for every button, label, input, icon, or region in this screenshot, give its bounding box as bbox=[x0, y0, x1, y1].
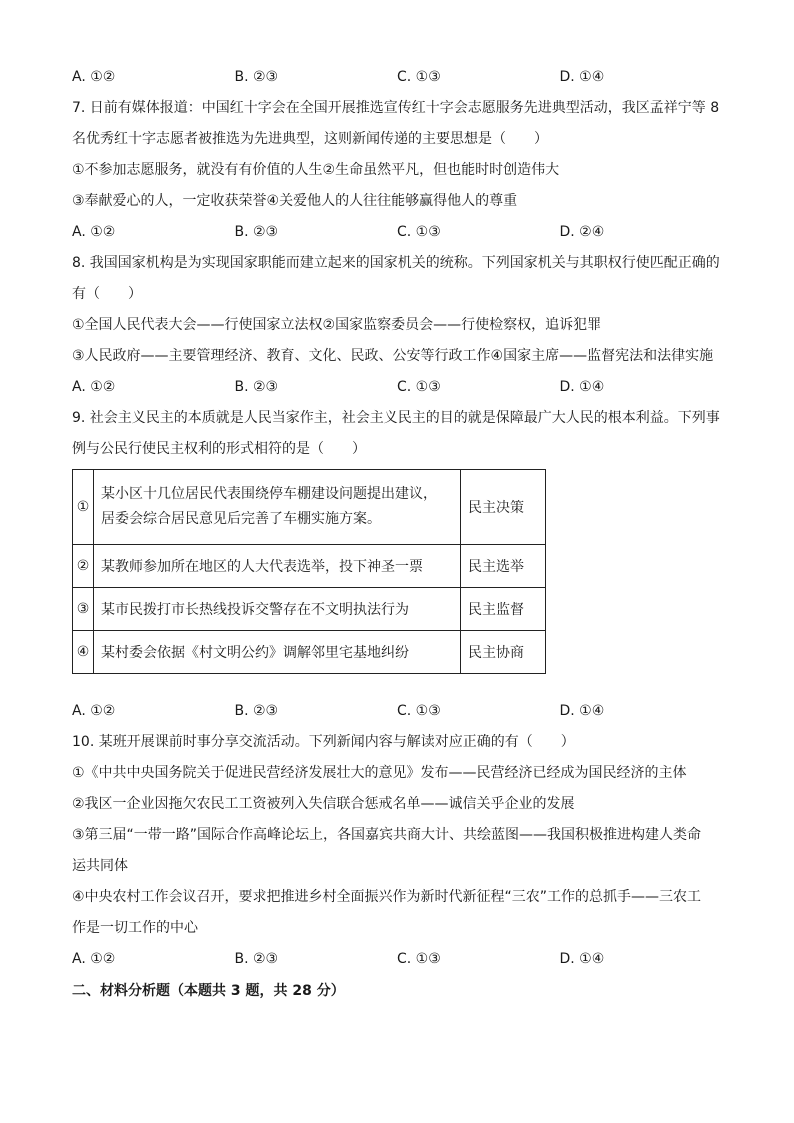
q8-option-c: C. ①③ bbox=[397, 379, 441, 395]
q7-stem-line: 名优秀红十字志愿者被推选为先进典型，这则新闻传递的主要思想是（ ） bbox=[72, 131, 548, 147]
question-8 bbox=[72, 248, 722, 403]
q7-option-d: D. ②④ bbox=[559, 224, 605, 240]
example-text: 居委会综合居民意见后完善了车棚实施方案。 bbox=[101, 511, 381, 527]
q6-option-d: D. ①④ bbox=[559, 69, 605, 85]
q9-stem-line: 例与公民行使民主权利的形式相符的是（ ） bbox=[72, 441, 366, 457]
democracy-type: 民主协商 bbox=[461, 631, 546, 674]
q8-options bbox=[72, 372, 722, 403]
example-text: 某小区十几位居民代表围绕停车棚建设问题提出建议， bbox=[101, 486, 437, 502]
example-text: 某市民拨打市长热线投诉交警存在不文明执法行为 bbox=[94, 588, 461, 631]
q10-statement-line: 作是一切工作的中心 bbox=[72, 920, 198, 936]
table-row bbox=[73, 588, 546, 631]
row-number: ② bbox=[73, 545, 94, 588]
q9-option-c: C. ①③ bbox=[397, 703, 441, 719]
q10-statement-line: 运共同体 bbox=[72, 858, 128, 874]
q9-options bbox=[72, 696, 722, 727]
example-text: 某教师参加所在地区的人大代表选举，投下神圣一票 bbox=[94, 545, 461, 588]
question-10 bbox=[72, 727, 722, 975]
q10-option-d: D. ①④ bbox=[559, 951, 605, 967]
q9-option-a: A. ①② bbox=[72, 703, 116, 719]
row-number: ① bbox=[73, 470, 94, 545]
q6-options bbox=[72, 62, 722, 93]
q7-option-c: C. ①③ bbox=[397, 224, 441, 240]
q8-stem-line: 8. 我国国家机构是为实现国家职能而建立起来的国家机关的统称。下列国家机关与其职权行使匹配正确的 bbox=[72, 255, 720, 271]
q7-statement-line: ①不参加志愿服务，就没有有价值的人生②生命虽然平凡，但也能时时创造伟大 bbox=[72, 162, 560, 178]
section-heading: 二、材料分析题（本题共 3 题，共 28 分） bbox=[72, 983, 345, 999]
q9-option-d: D. ①④ bbox=[559, 703, 605, 719]
q8-statement-line: ①全国人民代表大会——行使国家立法权②国家监察委员会——行使检察权，追诉犯罪 bbox=[72, 317, 602, 333]
table-row bbox=[73, 631, 546, 674]
q10-option-b: B. ②③ bbox=[234, 951, 279, 967]
q10-statement-line: ①《中共中央国务院关于促进民营经济发展壮大的意见》发布——民营经济已经成为国民经济的主体 bbox=[72, 765, 687, 781]
q10-statement-line: ④中央农村工作会议召开，要求把推进乡村全面振兴作为新时代新征程“三农”工作的总抓手——三农工 bbox=[72, 889, 702, 905]
q6-option-b: B. ②③ bbox=[234, 69, 279, 85]
q9-stem-line: 9. 社会主义民主的本质就是人民当家作主，社会主义民主的目的就是保障最广大人民的根本利益。下列事 bbox=[72, 410, 720, 426]
example-text: 某村委会依据《村文明公约》调解邻里宅基地纠纷 bbox=[94, 631, 461, 674]
q8-stem-line: 有（ ） bbox=[72, 286, 142, 302]
q7-options bbox=[72, 217, 722, 248]
exam-page bbox=[72, 62, 722, 1007]
question-9 bbox=[72, 403, 722, 727]
q10-statement-line: ②我区一企业因拖欠农民工工资被列入失信联合惩戒名单——诚信关乎企业的发展 bbox=[72, 796, 575, 812]
q10-option-a: A. ①② bbox=[72, 951, 116, 967]
q10-stem-line: 10. 某班开展课前时事分享交流活动。下列新闻内容与解读对应正确的有（ ） bbox=[72, 734, 575, 750]
row-number: ③ bbox=[73, 588, 94, 631]
q7-option-b: B. ②③ bbox=[234, 224, 279, 240]
table-row bbox=[73, 545, 546, 588]
q8-option-b: B. ②③ bbox=[234, 379, 279, 395]
q6-option-c: C. ①③ bbox=[397, 69, 441, 85]
q7-option-a: A. ①② bbox=[72, 224, 116, 240]
q10-option-c: C. ①③ bbox=[397, 951, 441, 967]
q9-table bbox=[72, 469, 546, 674]
q7-stem-line: 7. 日前有媒体报道：中国红十字会在全国开展推选宣传红十字会志愿服务先进典型活动，我区孟祥宁等 8 bbox=[72, 100, 720, 116]
q10-options bbox=[72, 944, 722, 975]
democracy-type: 民主选举 bbox=[461, 545, 546, 588]
q9-option-b: B. ②③ bbox=[234, 703, 279, 719]
example-cell bbox=[94, 470, 461, 545]
q10-statement-line: ③第三届“一带一路”国际合作高峰论坛上，各国嘉宾共商大计、共绘蓝图——我国积极推进构建人类命 bbox=[72, 827, 702, 843]
democracy-type: 民主监督 bbox=[461, 588, 546, 631]
q7-statement-line: ③奉献爱心的人，一定收获荣誉④关爱他人的人往往能够赢得他人的尊重 bbox=[72, 193, 518, 209]
question-7 bbox=[72, 93, 722, 248]
q8-option-d: D. ①④ bbox=[559, 379, 605, 395]
q6-option-a: A. ①② bbox=[72, 69, 116, 85]
q8-statement-line: ③人民政府——主要管理经济、教育、文化、民政、公安等行政工作④国家主席——监督宪法和法律实施 bbox=[72, 348, 714, 364]
q8-option-a: A. ①② bbox=[72, 379, 116, 395]
table-row bbox=[73, 470, 546, 545]
row-number: ④ bbox=[73, 631, 94, 674]
democracy-type: 民主决策 bbox=[461, 470, 546, 545]
